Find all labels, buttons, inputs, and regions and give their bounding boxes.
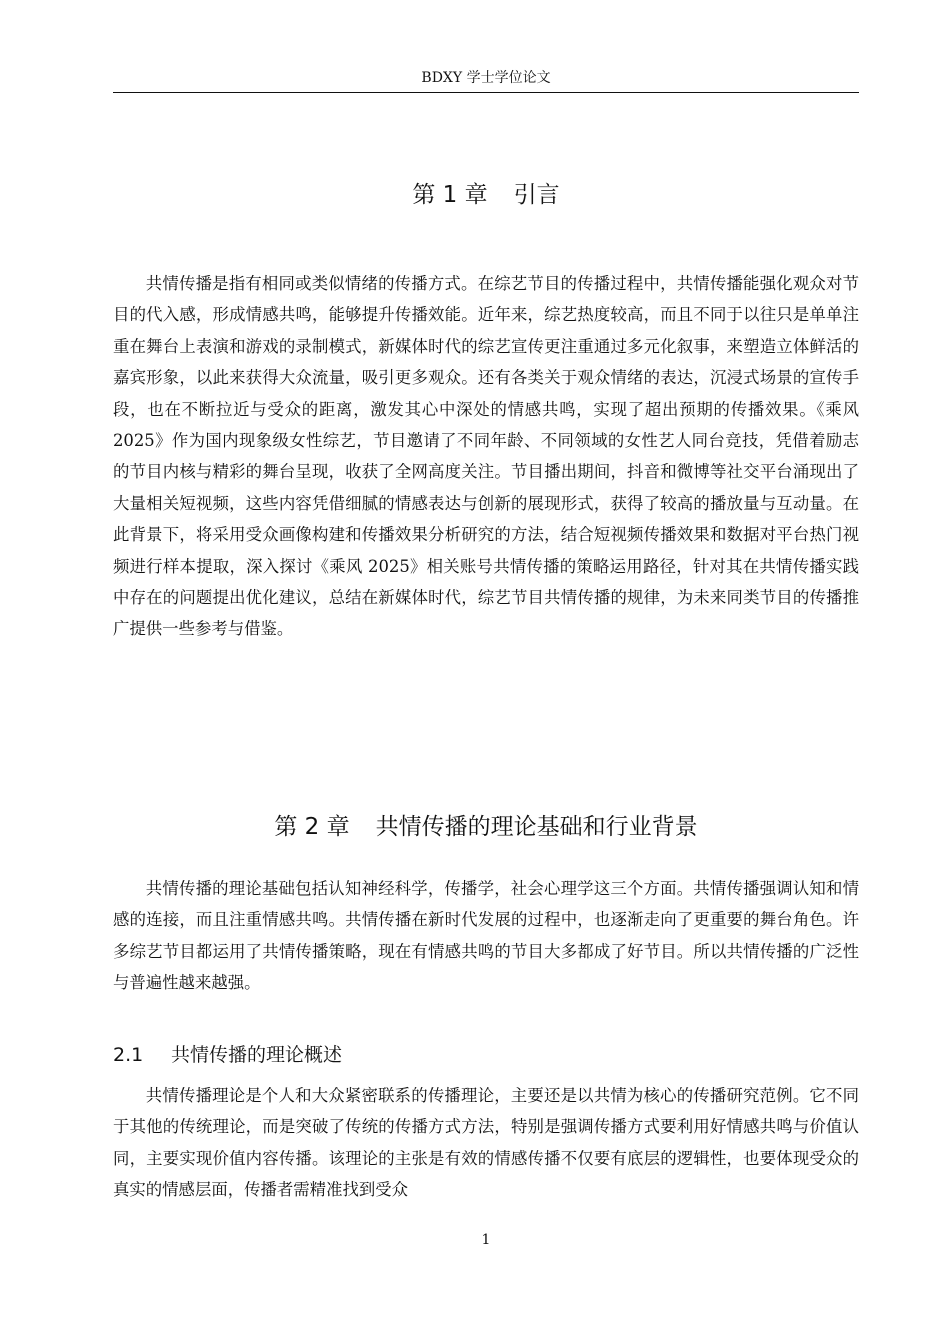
header-rule <box>113 92 859 93</box>
section-2-1-heading <box>113 1042 859 1068</box>
chapter-2-number: 第 2 章 <box>274 814 350 840</box>
section-2-1-paragraph: 共情传播理论是个人和大众紧密联系的传播理论，主要还是以共情为核心的传播研究范例。它不同于其他的传统理论，而是突破了传统的传播方式方法，特别是强调传播方式要利用好情感共鸣与价值认同，主要实现价值内容传播。该理论的主张是有效的情感传播不仅要有底层的逻辑性，也要体现受众的真实的情感层面，传播者需精准找到受众 <box>113 1086 859 1200</box>
page-number: 1 <box>481 1232 491 1248</box>
chapter-1-title: 引言 <box>513 182 560 208</box>
running-header: BDXY 学士学位论文 <box>421 70 551 86</box>
chapter-1-heading <box>113 180 859 210</box>
section-2-1-title: 共情传播的理论概述 <box>171 1044 343 1066</box>
section-2-1-number: 2.1 <box>113 1044 144 1066</box>
chapter-2-paragraph: 共情传播的理论基础包括认知神经科学，传播学，社会心理学这三个方面。共情传播强调认知和情感的连接，而且注重情感共鸣。共情传播在新时代发展的过程中，也逐渐走向了更重要的舞台角色。许多综艺节目都运用了共情传播策略，现在有情感共鸣的节目大多都成了好节目。所以共情传播的广泛性与普遍性越来越强。 <box>113 879 859 993</box>
chapter-1-number: 第 1 章 <box>412 182 488 208</box>
chapter-1-paragraph: 共情传播是指有相同或类似情绪的传播方式。在综艺节目的传播过程中，共情传播能强化观众对节目的代入感，形成情感共鸣，能够提升传播效能。近年来，综艺热度较高，而且不同于以往只是单单注重在舞台上表演和游戏的录制模式，新媒体时代的综艺宣传更注重通过多元化叙事，来塑造立体鲜活的嘉宾形象，以此来获得大众流量，吸引更多观众。还有各类关于观众情绪的表达，沉浸式场景的宣传手段，也在不断拉近与受众的距离，激发其心中深处的情感共鸣，实现了超出预期的传播效果。《乘风 2025》作为国内现象级女性综艺，节目邀请了不同年龄、不同领域的女性艺人同台竞技，凭借着励志的节目内核与精彩的舞台呈现，收获了全网高度关注。节目播出期间，抖音和微博等社交平台涌现出了大量相关短视频，这些内容凭借细腻的情感表达与创新的展现形式，获得了较高的播放量与互动量。在此背景下，将采用受众画像构建和传播效果分析研究的方法，结合短视频传播效果和数据对平台热门视频进行样本提取，深入探讨《乘风 2025》相关账号共情传播的策略运用路径，针对其在共情传播实践中存在的问题提出优化建议，总结在新媒体时代，综艺节目共情传播的规律，为未来同类节目的传播推广提供一些参考与借鉴。 <box>113 274 859 639</box>
chapter-2-title: 共情传播的理论基础和行业背景 <box>375 814 698 840</box>
chapter-2-heading <box>113 812 859 842</box>
